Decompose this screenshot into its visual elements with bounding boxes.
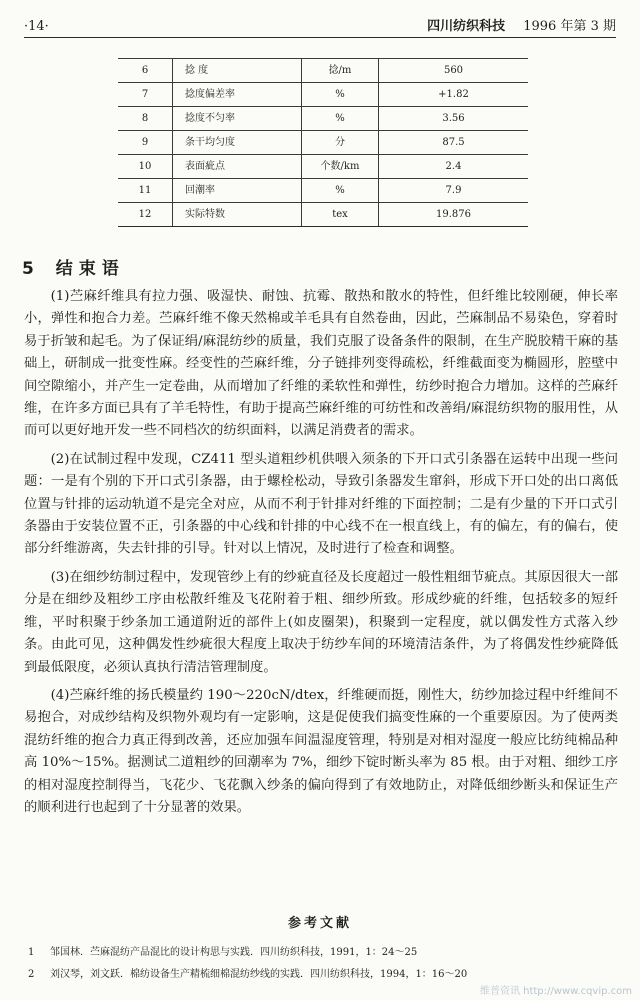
table-row [118,59,528,83]
row-number: 9 [118,131,173,155]
table-row [118,107,528,131]
table-row [118,179,528,203]
row-value: 2.4 [379,155,529,179]
row-unit: % [302,107,379,131]
row-number: 11 [118,179,173,203]
table-row [118,203,528,227]
table-row [118,155,528,179]
journal-info [413,15,616,34]
spec-table [118,58,528,227]
row-unit: % [302,83,379,107]
journal-name: 四川纺织科技 [427,19,506,34]
row-value: +1.82 [379,83,529,107]
row-unit: % [302,179,379,203]
references-title: 参考文献 [287,916,352,931]
row-number: 8 [118,107,173,131]
row-unit: 分 [302,131,379,155]
watermark: 维普资讯 http://www.cqvip.com [479,986,632,997]
references-list [28,942,614,986]
reference-number: 1 [28,947,35,958]
row-item: 条干均匀度 [173,131,302,155]
row-unit: 个数/km [302,155,379,179]
row-value: 87.5 [379,131,529,155]
paragraph: (4)苎麻纤维的扬氏模量约 190～220cN/dtex，纤维硬而挺，刚性大，纺纱加捻过程中纤维间不易抱合，对成纱结构及织物外观均有一定影响，这是促使我们搞变性麻的一个重要原因。为了使两类混纺纤维的抱合力真正得到改善，还应加强车间温湿度管理，特别是对相对湿度一般应比纺纯棉品种高 10%～15%。据测试二道粗纱的回潮率为 7%，细纱下锭时断头率为 85 根。由于对粗、细纱工序的相对湿度控制得当，飞花少、飞花飘入纱条的偏向得到了有效地防止，对降低细纱断头和保证生产的顺利进行也起到了十分显著的效果。 [24,687,618,815]
row-item: 捻 度 [173,59,302,83]
row-value: 7.9 [379,179,529,203]
row-number: 6 [118,59,173,83]
conclusion-body [24,286,618,825]
row-item: 捻度偏差率 [173,83,302,107]
row-item: 表面疵点 [173,155,302,179]
journal-issue: 1996 年第 3 期 [523,19,616,34]
row-item: 回潮率 [173,179,302,203]
paragraph: (1)苎麻纤维具有拉力强、吸湿快、耐蚀、抗霉、散热和散水的特性，但纤维比较刚硬，伸长率小，弹性和抱合力差。苎麻纤维不像天然棉或羊毛具有自然卷曲，因此，苎麻制品不易染色，穿着时易于折皱和起毛。为了保证绢/麻混纺纱的质量，我们克服了设备条件的限制，在生产脱胶精干麻的基础上，研制成一批变性麻。经变性的苎麻纤维，分子链排列变得疏松，纤维截面变为椭圆形，腔壁中间空隙缩小，并产生一定卷曲，从而增加了纤维的柔软性和弹性，纺纱时抱合力增加。这样的苎麻纤维，在许多方面已具有了羊毛特性，有助于提高苎麻纤维的可纺性和改善绢/麻混纺织物的服用性，从而可以更好地开发一些不同档次的纺织面料，以满足消费者的需求。 [24,289,618,439]
row-number: 10 [118,155,173,179]
row-number: 7 [118,83,173,107]
paragraph: (3)在细纱纺制过程中，发现管纱上有的纱疵直径及长度超过一般性粗细节疵点。其原因很大一部分是在细纱及粗纱工序由松散纤维及飞花附着于粗、细纱所致。形成纱疵的纤维，包括较多的短纤维，平时积聚于纱条加工通道附近的部件上(如皮圈架)，积聚到一定程度，就以偶发性方式落入纱条。由此可见，这种偶发性纱疵很大程度上取决于纺纱车间的环境清洁条件，为了将偶发性纱疵降低到最低限度，必须认真执行清洁管理制度。 [24,569,618,675]
page-header [24,12,616,38]
reference-item [28,964,614,986]
row-unit: 捻/m [302,59,379,83]
row-item: 捻度不匀率 [173,107,302,131]
row-number: 12 [118,203,173,227]
reference-number: 2 [28,969,35,980]
section-heading [22,254,125,279]
reference-item [28,942,614,964]
page-number: ·14· [24,19,49,34]
paragraph: (2)在试制过程中发现，CZ411 型头道粗纱机供喂入须条的下开口式引条器在运转中出现一些问题：一是有个别的下开口式引条器，由于螺栓松动，导致引条器发生窜斜，形成下开口处的出口离低位置与针排的运动轨道不是完全对应，从而不利于针排对纤维的下面控制；二是有少量的下开口式引条器由于安装位置不正，引条器的中心线和针排的中心线不在一根直线上，有的偏左，有的偏右，使部分纤维游离，失去针排的引导。针对以上情况，及时进行了检查和调整。 [24,451,618,557]
row-item: 实际特数 [173,203,302,227]
row-value: 19.876 [379,203,529,227]
row-value: 560 [379,59,529,83]
reference-text: 邹国林．苎麻混纺产品混比的设计构思与实践．四川纺织科技，1991，1：24～25 [50,947,418,958]
table-row [118,83,528,107]
section-number: 5 [22,259,36,279]
row-value: 3.56 [379,107,529,131]
row-unit: tex [302,203,379,227]
reference-text: 刘汉琴，刘文跃．棉纺设备生产精梳细棉混纺纱线的实践．四川纺织科技，1994，1：16～20 [50,969,468,980]
table-row [118,131,528,155]
section-title: 结束语 [55,259,125,279]
